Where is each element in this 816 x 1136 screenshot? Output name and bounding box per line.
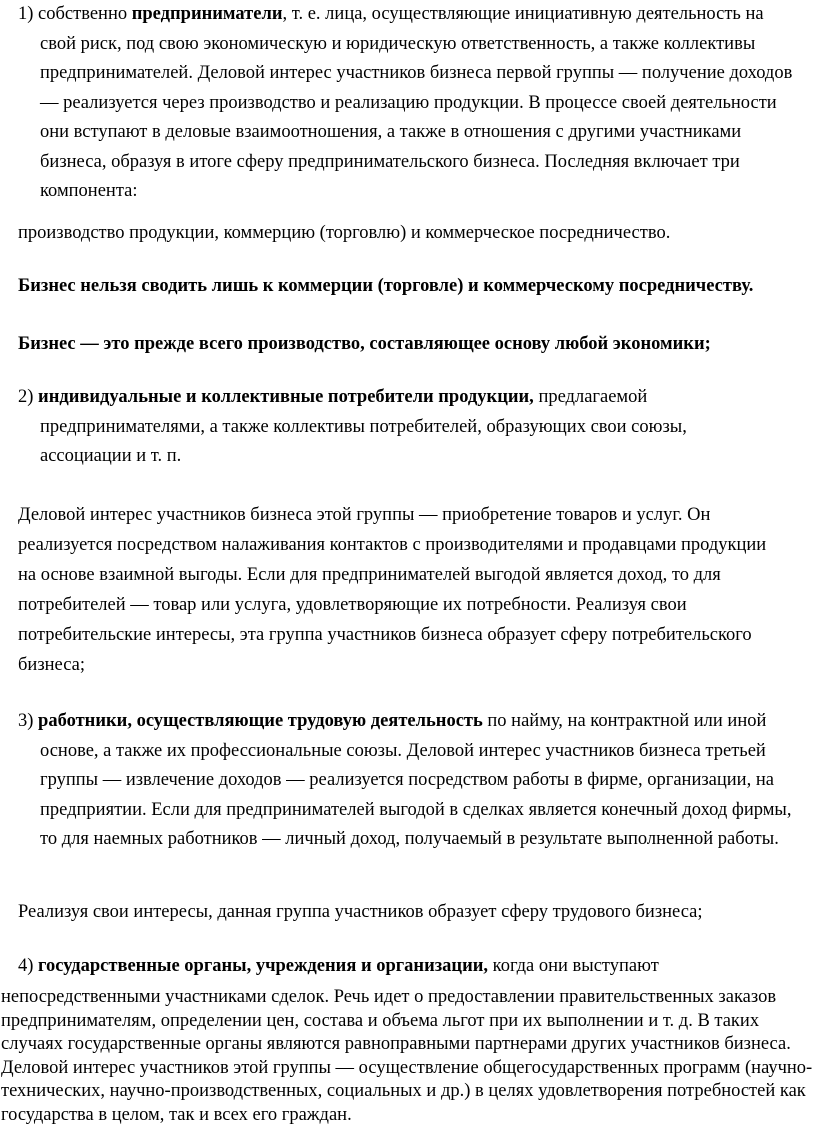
bold-note-1: Бизнес нельзя сводить лишь к коммерции (торговле) и коммерческому посредничеству. (18, 276, 754, 296)
list-item-2 (18, 383, 780, 472)
list-number: 4) (18, 956, 34, 976)
list-item-4 (18, 952, 798, 982)
bold-term: предприниматели (131, 4, 283, 24)
item-3-continuation: Реализуя свои интересы, данная группа участников образует сферу трудового бизнеса; (18, 902, 703, 922)
list-item-1 (18, 0, 800, 207)
list-number: 1) (18, 4, 34, 24)
list-number: 2) (18, 387, 34, 407)
bold-term: индивидуальные и коллективные потребители продукции, (38, 387, 534, 407)
item-text: предлагаемой предпринимателями, а также коллективы потребителей, образующих свои союзы, ассоциации и т. п. (40, 387, 687, 466)
list-item-3 (18, 707, 800, 855)
item-1-continuation: производство продукции, коммерцию (торговлю) и коммерческое посредничество. (18, 223, 671, 243)
list-number: 3) (18, 711, 34, 731)
item-text: когда они выступают (492, 956, 659, 976)
item-intro: собственно (38, 4, 128, 24)
item-text: по найму, на контрактной или иной основе, а также их профессиональные союзы. Деловой интерес участников бизнеса третьей группы — извлечение доходов — реализуется посредством работы в фирме, организации, на предприятии. Если для предпринимателей выгодой в сделках является конечный доход фирмы, то для наемных работников — личный доход, получаемый в результате выполненной работы. (40, 711, 792, 849)
bold-term: государственные органы, учреждения и организации, (38, 956, 489, 976)
bold-term: работники, осуществляющие трудовую деятельность (38, 711, 483, 731)
item-text: , т. е. лица, осуществляющие инициативную деятельность на свой риск, под свою экономическую и юридическую ответственность, а также коллективы предпринимателей. Деловой интерес участников бизнеса первой группы — получение доходов — реализуется через производство и реализацию продукции. В процессе своей деятельности они вступают в деловые взаимоотношения, а также в отношения с другими участниками бизнеса, образуя в итоге сферу предпринимательского бизнеса. Последняя включает три компонента: (40, 4, 793, 201)
item-2-paragraph: Деловой интерес участников бизнеса этой группы — приобретение товаров и услуг. Он реализуется посредством налаживания контактов с производителями и продавцами продукции на основе взаимной выгоды. Если для предпринимателей выгодой является доход, то для потребителей — товар или услуга, удовлетворяющие их потребности. Реализуя свои потребительские интересы, эта группа участников бизнеса образует сферу потребительского бизнеса; (18, 505, 767, 675)
item-4-paragraph: непосредственными участниками сделок. Речь идет о предоставлении правительственных заказов предпринимателям, определении цен, состава и объема льгот при их выполнении и т. д. В таких случаях государственные органы являются равноправными партнерами других участников бизнеса. Деловой интерес участников этой группы — осуществление общегосударственных программ (научно-технических, научно-производственных, социальных и др.) в целях удовлетворения потребностей как государства в целом, так и всех его граждан. (1, 987, 813, 1125)
bold-note-2: Бизнес — это прежде всего производство, составляющее основу любой экономики; (18, 334, 711, 354)
